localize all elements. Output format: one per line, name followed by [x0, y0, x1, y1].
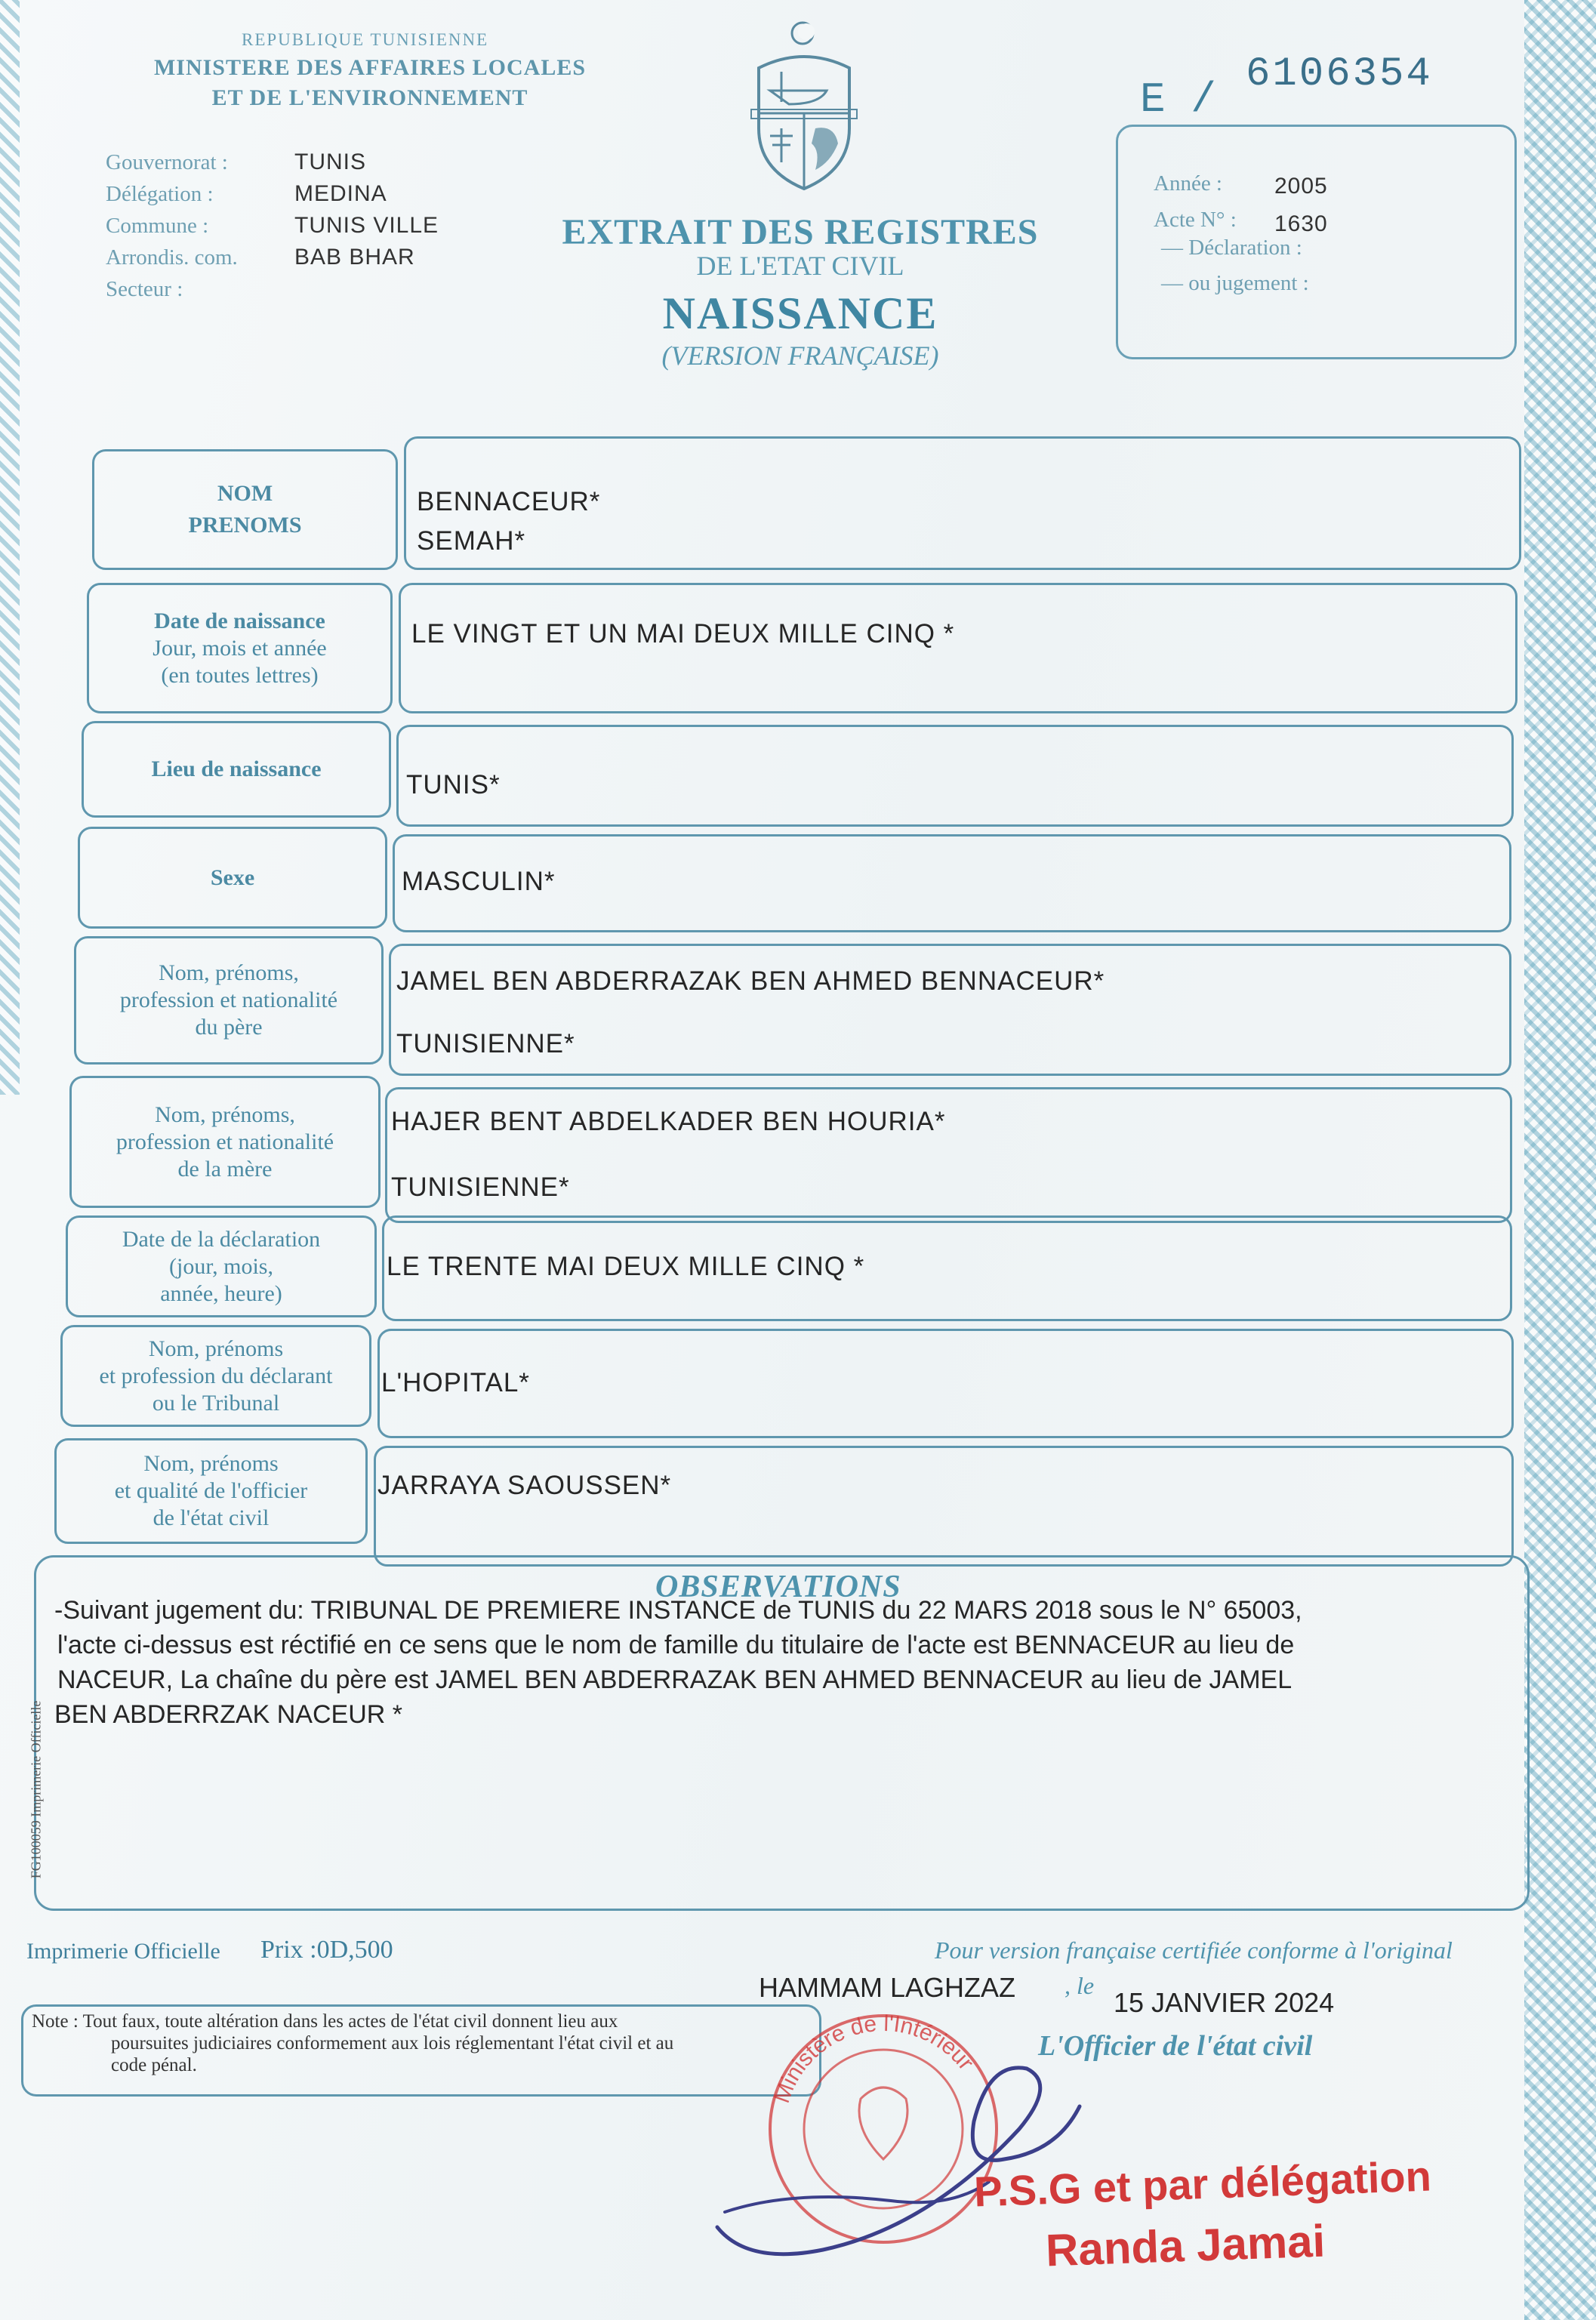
certified-label: Pour version française certifiée conforme à l'original: [935, 1936, 1453, 1964]
note-line: code pénal.: [111, 2055, 197, 2075]
value-officier: JARRAYA SAOUSSEN*: [377, 1471, 672, 1500]
annee-label: Année :: [1154, 171, 1222, 196]
observation-line: NACEUR, La chaîne du père est JAMEL BEN ABDERRAZAK BEN AHMED BENNACEUR au lieu de JAMEL: [57, 1665, 1293, 1694]
label-line: de l'état civil: [153, 1505, 270, 1530]
legal-note: [32, 2010, 673, 2076]
ministry-line-1: MINISTERE DES AFFAIRES LOCALES: [153, 55, 587, 80]
location-label: Gouvernorat :: [106, 150, 228, 174]
row-label-pere: [74, 936, 384, 1064]
title-line-3: NAISSANCE: [662, 288, 938, 338]
value-sexe: MASCULIN*: [402, 867, 556, 896]
date-label: 15 JANVIER 2024: [1114, 1987, 1335, 2018]
label-line: Nom, prénoms,: [159, 960, 299, 985]
declaration-label: — Déclaration :: [1161, 236, 1302, 260]
label-line: Date de la déclaration: [122, 1226, 321, 1252]
note-line: Note : Tout faux, toute altération dans les actes de l'état civil donnent lieu aux: [32, 2011, 618, 2032]
value-mere-nom: HAJER BENT ABDELKADER BEN HOURIA*: [391, 1107, 946, 1136]
row-value-box: [393, 834, 1511, 932]
location-label: Délégation :: [106, 182, 214, 206]
value-pere-nationalite: TUNISIENNE*: [396, 1029, 575, 1058]
label-line: profession et nationalité: [119, 987, 338, 1012]
label-line: Sexe: [210, 864, 255, 890]
decorative-border-right: [1524, 0, 1596, 2320]
title-line-4: (VERSION FRANÇAISE): [661, 340, 939, 371]
signatory-stamp: Randa Jamai: [1044, 2215, 1326, 2276]
observation-line: -Suivant jugement du: TRIBUNAL DE PREMIERE INSTANCE de TUNIS du 22 MARS 2018 sous le N° 65003,: [54, 1596, 1302, 1625]
observations-title: OBSERVATIONS: [655, 1570, 901, 1604]
acte-label: Acte N° :: [1154, 208, 1237, 232]
label-line: profession et nationalité: [116, 1129, 334, 1154]
label-line: Date de naissance: [154, 608, 325, 633]
row-label-date-declaration: [66, 1215, 377, 1317]
location-value: BAB BHAR: [294, 245, 415, 270]
value-pere-nom: JAMEL BEN ABDERRAZAK BEN AHMED BENNACEUR*: [396, 966, 1105, 996]
serial-prefix: E /: [1140, 75, 1216, 124]
label-line: de la mère: [177, 1156, 273, 1182]
row-value-box: [396, 725, 1514, 827]
value-nom: BENNACEUR*: [417, 487, 601, 516]
row-value-box: [377, 1329, 1514, 1438]
annee-value: 2005: [1274, 174, 1328, 199]
label-line: Nom, prénoms: [143, 1451, 279, 1476]
row-label-date-naissance: [87, 583, 393, 713]
jugement-label: — ou jugement :: [1161, 271, 1309, 295]
delegation-stamp: P.S.G et par délégation: [973, 2152, 1432, 2216]
label-line: Nom, prénoms,: [155, 1101, 295, 1127]
observations-text: [54, 1593, 1302, 1732]
row-value-box: [374, 1446, 1514, 1567]
location-value: TUNIS VILLE: [294, 213, 439, 238]
row-label-mere: [69, 1076, 381, 1208]
row-label-sexe: [78, 827, 387, 929]
row-label-lieu-naissance: [82, 721, 391, 818]
value-declarant: L'HOPITAL*: [381, 1368, 530, 1397]
location-row: [106, 210, 439, 242]
label-line: année, heure): [160, 1280, 282, 1306]
signature-icon: [702, 2038, 1095, 2265]
title-line-1: EXTRAIT DES REGISTRES: [562, 212, 1039, 252]
acte-value: 1630: [1274, 211, 1328, 236]
label-line: Lieu de naissance: [151, 756, 322, 781]
seal-text: Ministère de l'Intérieur: [769, 2010, 978, 2106]
value-lieu-naissance: TUNIS*: [406, 770, 501, 800]
value-date-naissance: LE VINGT ET UN MAI DEUX MILLE CINQ *: [411, 619, 955, 649]
side-print-code: FG100059 Imprimerie Officielle: [28, 1700, 44, 1879]
location-block: [106, 146, 439, 305]
ministry-line-2: ET DE L'ENVIRONNEMENT: [211, 85, 528, 110]
label-line: PRENOMS: [188, 513, 302, 538]
label-line: (en toutes lettres): [161, 662, 319, 688]
value-mere-nationalite: TUNISIENNE*: [391, 1172, 570, 1202]
location-value: TUNIS: [294, 149, 366, 174]
place-label: HAMMAM LAGHZAZ: [759, 1972, 1016, 2003]
officer-title: L'Officier de l'état civil: [1038, 2030, 1313, 2062]
republic-label: REPUBLIQUE TUNISIENNE: [242, 30, 489, 49]
location-value: MEDINA: [294, 181, 387, 206]
label-line: ou le Tribunal: [152, 1390, 280, 1416]
location-label: Secteur :: [106, 277, 183, 301]
location-label: Commune :: [106, 214, 209, 238]
location-row: [106, 242, 439, 273]
location-row: [106, 273, 439, 305]
title-line-2: DE L'ETAT CIVIL: [696, 251, 904, 281]
label-line: Nom, prénoms: [148, 1336, 284, 1361]
note-line: poursuites judiciaires conformement aux lois réglementant l'état civil et au: [111, 2033, 674, 2053]
row-label-officier: [54, 1438, 368, 1544]
location-row: [106, 178, 439, 210]
label-line: (jour, mois,: [169, 1253, 273, 1279]
document-title: [528, 211, 1072, 371]
price-label: Prix :0D,500: [260, 1936, 393, 1964]
label-line: Jour, mois et année: [153, 635, 327, 661]
label-line: NOM: [217, 481, 273, 506]
coat-of-arms-icon: [736, 15, 872, 196]
observation-line: l'acte ci-dessus est réctifié en ce sens que le nom de famille du titulaire de l'acte est BENNACEUR au lieu de: [57, 1631, 1295, 1659]
location-row: [106, 146, 439, 178]
label-line: et qualité de l'officier: [114, 1478, 308, 1503]
row-label-declarant: [60, 1325, 371, 1427]
observation-line: BEN ABDERRZAK NACEUR *: [54, 1700, 402, 1729]
location-label: Arrondis. com.: [106, 245, 238, 270]
printer-label: Imprimerie Officielle: [26, 1939, 220, 1964]
value-prenom: SEMAH*: [417, 526, 526, 556]
value-date-declaration: LE TRENTE MAI DEUX MILLE CINQ *: [387, 1252, 865, 1281]
le-label: , le: [1065, 1972, 1095, 1999]
row-label-nom-prenoms: [92, 449, 398, 570]
ministry-name: [121, 53, 619, 113]
label-line: du père: [195, 1015, 263, 1040]
decorative-border-left: [0, 0, 20, 1095]
serial-number: 6106354: [1246, 51, 1433, 97]
label-line: et profession du déclarant: [99, 1363, 333, 1388]
